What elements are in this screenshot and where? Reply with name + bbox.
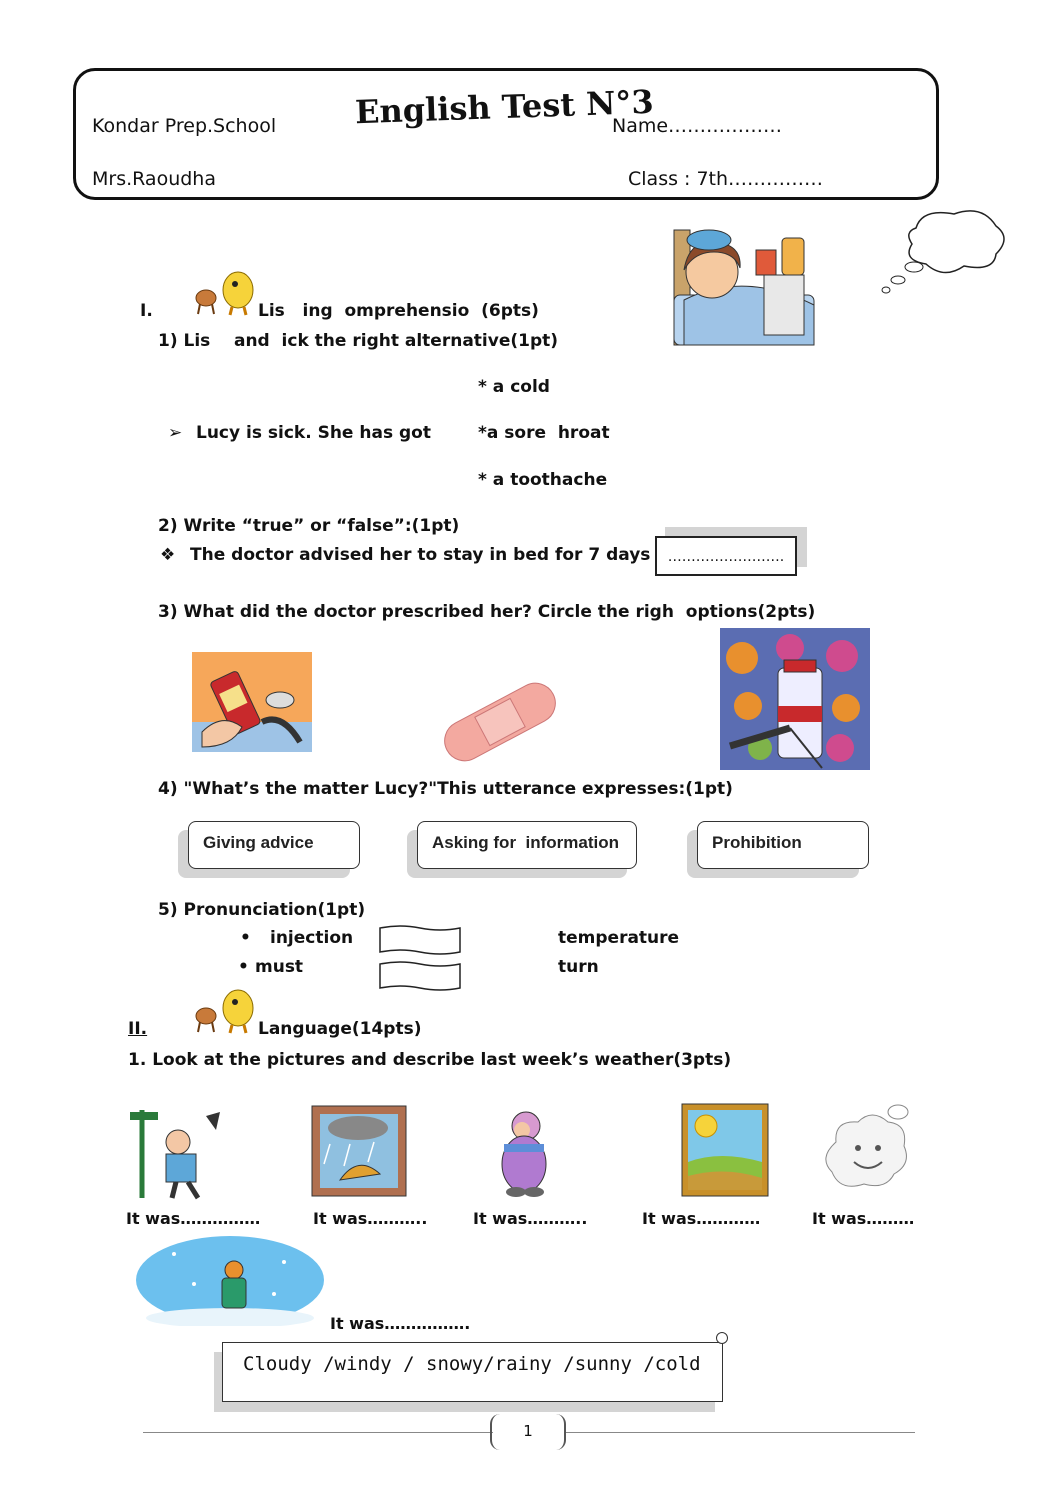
section1-numeral: I. [140,301,153,321]
chick-mascot-icon [188,264,256,316]
weather-blank-6[interactable]: It was……………. [330,1314,471,1333]
sunny-weather-picture [680,1102,770,1198]
section2-heading: Language(14pts) [258,1019,422,1039]
snowy-weather-picture [134,1234,326,1326]
footer-divider-left [143,1432,493,1433]
choice-asking-information[interactable]: Asking for information [417,821,637,869]
q2-label: 2) Write “true” or “false”:(1pt) [158,516,460,536]
q5-label: 5) Pronunciation(1pt) [158,900,366,920]
bullet-dot-icon: • [240,928,251,948]
q4-label: 4) "What’s the matter Lucy?"This utterance expresses:(1pt) [158,779,733,799]
q1-statement: Lucy is sick. She has got [196,423,431,443]
cloudy-weather-picture [816,1102,916,1196]
choice-prohibition[interactable]: Prohibition [697,821,869,869]
scroll-curl-icon [716,1332,728,1344]
windy-weather-picture [126,1102,226,1202]
q1-option-sore-throat[interactable]: *a sore hroat [478,423,610,443]
plaster-bandage-picture[interactable] [432,672,567,772]
section2-numeral: II. [128,1019,148,1039]
rainy-weather-picture [310,1104,408,1198]
q1-label: 1) Lis and ick the right alternative(1pt) [158,331,559,351]
weather-blank-4[interactable]: It was………… [642,1209,761,1228]
q1-option-toothache[interactable]: * a toothache [478,470,608,490]
chick-mascot-icon [188,982,256,1034]
teacher-name: Mrs.Raoudha [92,168,216,190]
weather-blank-5[interactable]: It was……… [812,1209,915,1228]
weather-blank-3[interactable]: It was……….. [473,1209,588,1228]
q2-statement: The doctor advised her to stay in bed for 7 days [190,545,651,565]
footer-divider-right [565,1432,915,1433]
q5-match-temperature: temperature [558,928,680,948]
school-name: Kondar Prep.School [92,115,277,137]
test-title: English Test N°3 [354,82,655,132]
sick-girl-illustration [664,200,1014,355]
vaccine-picture[interactable] [720,628,870,770]
weather-blank-1[interactable]: It was…………… [126,1209,261,1228]
q5-match-turn: turn [558,957,599,977]
weather-blank-2[interactable]: It was……….. [313,1209,428,1228]
section1-heading: Lis ing omprehensio (6pts) [258,301,539,321]
wavy-answer-boxes[interactable] [378,924,462,994]
medicine-syrup-picture[interactable] [192,652,312,752]
q5-word-injection: injection [270,928,354,948]
page-number: 1 [523,1422,533,1440]
choice-giving-advice[interactable]: Giving advice [188,821,360,869]
weather-question-label: 1. Look at the pictures and describe last week’s weather(3pts) [128,1050,732,1070]
q1-option-cold[interactable]: * a cold [478,377,550,397]
bullet-dot-icon: • [238,957,249,977]
word-bank-scroll: Cloudy /windy / snowy/rainy /sunny /cold [222,1342,723,1402]
cold-weather-picture [486,1104,556,1198]
q3-label: 3) What did the doctor prescribed her? Circle the righ options(2pts) [158,602,816,622]
arrow-bullet-icon: ➢ [168,423,183,443]
name-field: Name……………… [612,115,783,137]
class-field: Class : 7th…………… [628,168,824,190]
q2-answer-box[interactable]: ……………………. [655,536,797,576]
diamond-bullet-icon: ❖ [160,545,176,565]
q5-word-must: must [255,957,304,977]
